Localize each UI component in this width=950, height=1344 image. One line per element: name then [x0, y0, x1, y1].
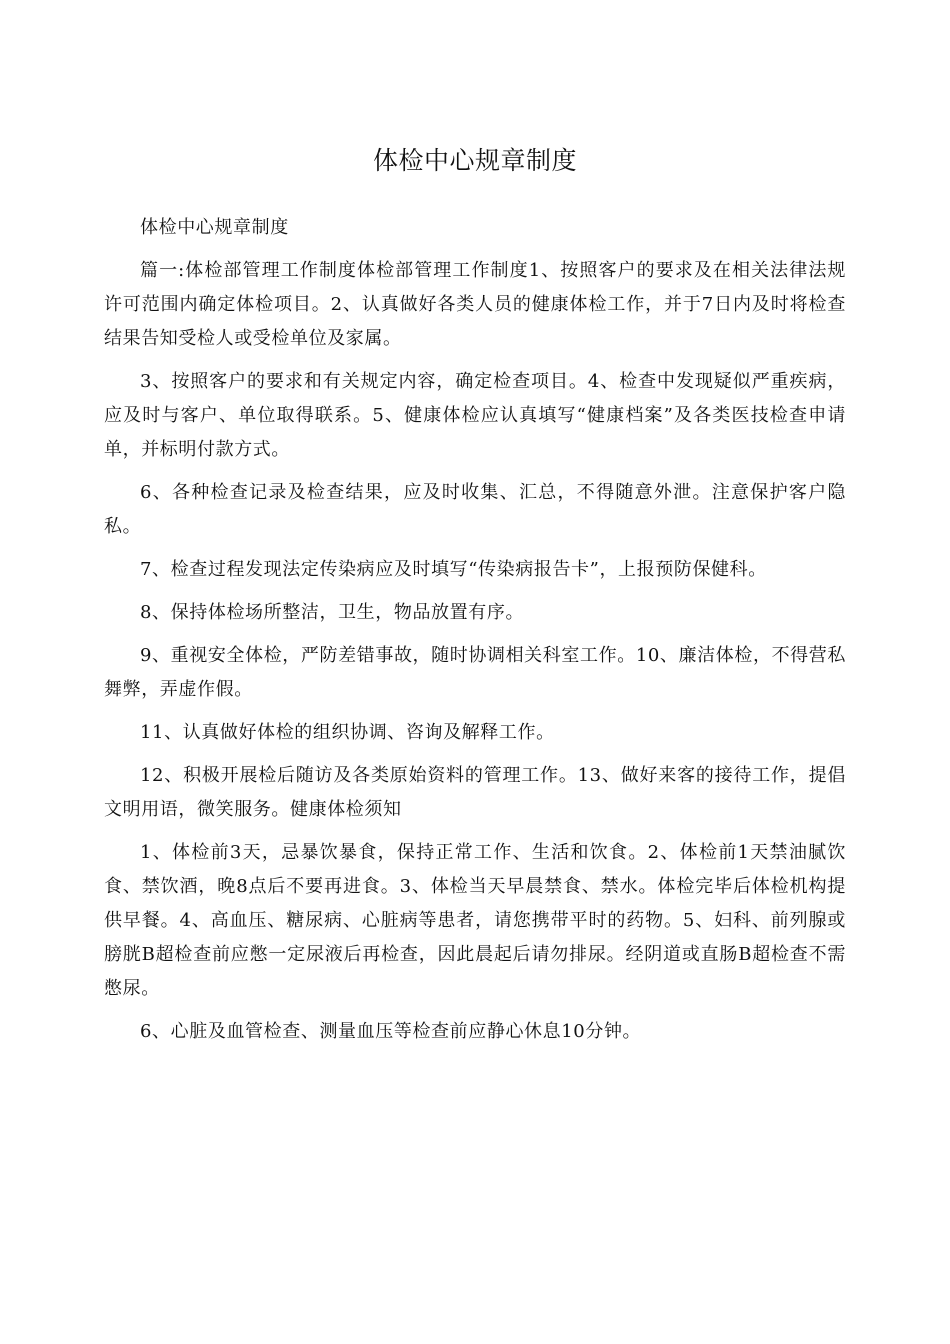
- paragraph-7: 11、认真做好体检的组织协调、咨询及解释工作。: [140, 722, 555, 743]
- paragraph-5: 8、保持体检场所整洁，卫生，物品放置有序。: [140, 602, 525, 623]
- document-title: 体检中心规章制度: [372, 146, 577, 175]
- paragraph-subtitle: 体检中心规章制度: [140, 217, 289, 238]
- paragraph-6: 9、重视安全体检，严防差错事故，随时协调相关科室工作。10、廉洁体检，不得营私舞弊，弄虚作假。: [104, 645, 846, 700]
- document-body: [104, 211, 846, 1058]
- paragraph-2: 3、按照客户的要求和有关规定内容，确定检查项目。4、检查中发现疑似严重疾病，应及时与客户、单位取得联系。5、健康体检应认真填写“健康档案”及各类医技检查申请单，并标明付款方式。: [104, 371, 846, 460]
- paragraph-4: 7、检查过程发现法定传染病应及时填写“传染病报告卡”，上报预防保健科。: [140, 559, 767, 580]
- paragraph-8: 12、积极开展检后随访及各类原始资料的管理工作。13、做好来客的接待工作，提倡文明用语，微笑服务。健康体检须知: [104, 765, 846, 820]
- paragraph-10: 6、心脏及血管检查、测量血压等检查前应静心休息10分钟。: [140, 1021, 642, 1042]
- paragraph-3: 6、各种检查记录及检查结果，应及时收集、汇总，不得随意外泄。注意保护客户隐私。: [104, 482, 846, 537]
- paragraph-1: 篇一:体检部管理工作制度体检部管理工作制度1、按照客户的要求及在相关法律法规许可范围内确定体检项目。2、认真做好各类人员的健康体检工作，并于7日内及时将检查结果告知受检人或受检单位及家属。: [104, 260, 846, 349]
- paragraph-9: 1、体检前3天，忌暴饮暴食，保持正常工作、生活和饮食。2、体检前1天禁油腻饮食、禁饮酒，晚8点后不要再进食。3、体检当天早晨禁食、禁水。体检完毕后体检机构提供早餐。4、高血压、糖尿病、心脏病等患者，请您携带平时的药物。5、妇科、前列腺或膀胱B超检查前应憋一定尿液后再检查，因此晨起后请勿排尿。经阴道或直肠B超检查不需憋尿。: [104, 842, 846, 999]
